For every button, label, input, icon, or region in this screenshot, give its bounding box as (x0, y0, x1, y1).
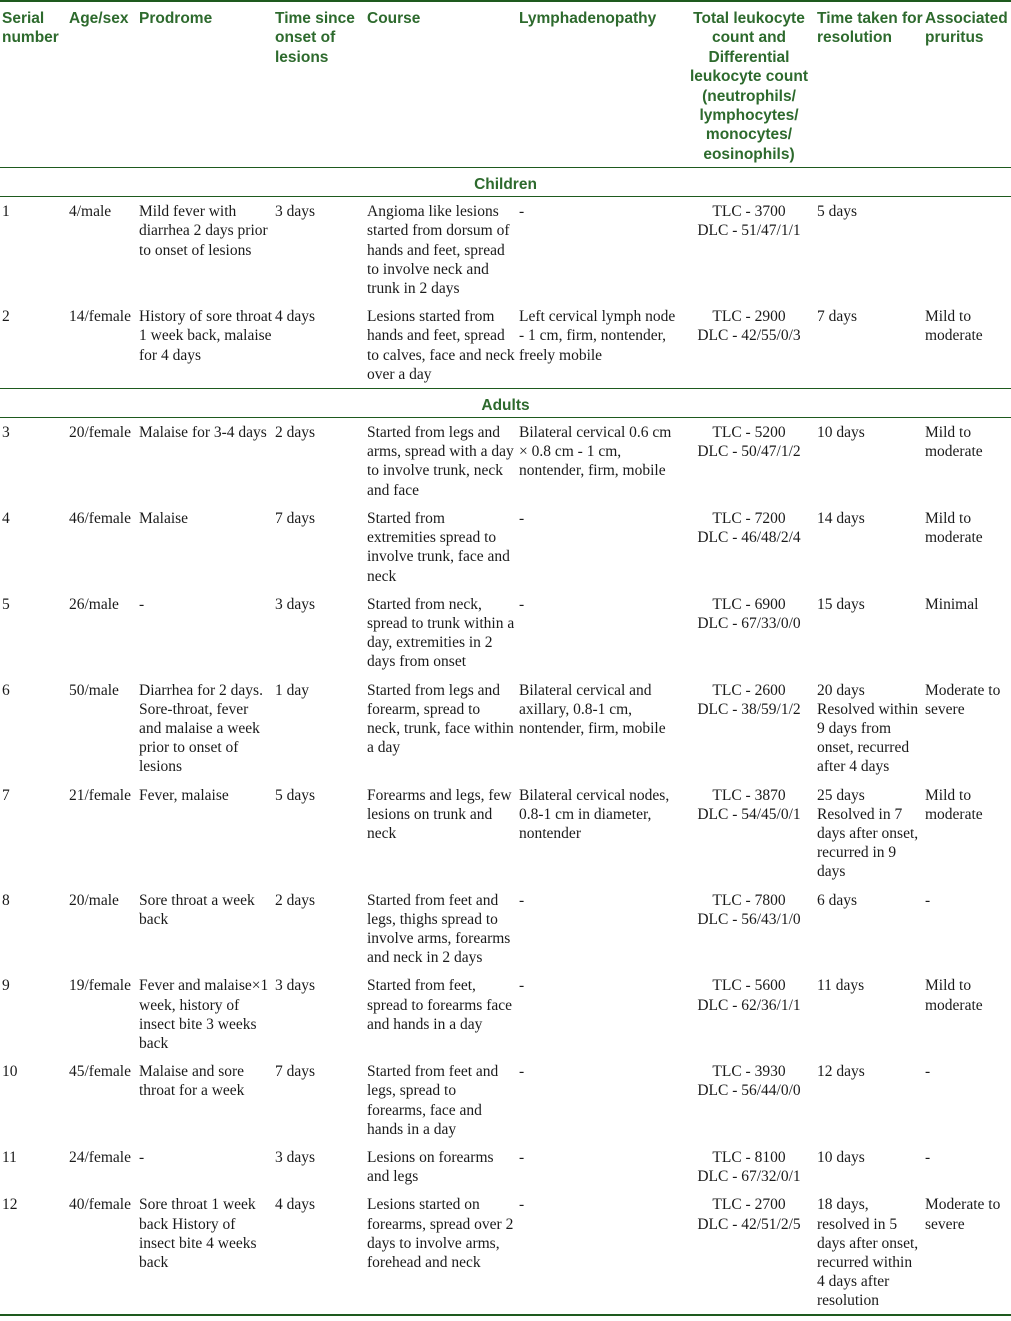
cell-dlc: DLC - 67/33/0/0 (697, 614, 801, 632)
table-body (0, 168, 1011, 1315)
cell-onset: 1 day (275, 681, 310, 699)
cell-leukocyte (683, 1057, 815, 1143)
header-time-to-resolution: Time taken for resolution (817, 10, 923, 47)
cell-tlc: TLC - 3930 (712, 1063, 786, 1081)
cell-resolution: 20 days Resolved within 9 days from onset, recurred after 4 days (817, 681, 919, 776)
cell-pruritus: Mild to moderate (925, 424, 983, 461)
cell-serial: 8 (2, 891, 10, 909)
cell-serial: 10 (2, 1063, 18, 1081)
cell-dlc: DLC - 67/32/0/1 (697, 1168, 801, 1186)
cell-course: Started from legs and arms, spread with a day to involve trunk, neck and face (367, 424, 514, 499)
cell-serial: 6 (2, 681, 10, 699)
cell-course: Forearms and legs, few lesions on trunk and neck (367, 786, 512, 842)
section-adults-row (0, 389, 1011, 418)
header-age-sex: Age/sex (69, 10, 129, 27)
cell-course: Angioma like lesions started from dorsum of hands and feet, spread to involve neck and trunk in 2 days (367, 203, 510, 298)
cell-prodrome: - (139, 595, 145, 613)
cell-prodrome: Malaise and sore throat for a week (139, 1063, 245, 1100)
cell-onset: 7 days (275, 509, 316, 527)
cell-serial: 11 (2, 1148, 17, 1166)
header-leukocyte-count: Total leukocyte count and Differential leukocyte count (neutrophils/ lymphocytes/ monocytes/ eosinophils) (690, 10, 808, 163)
cell-prodrome: Fever and malaise×1 week, history of insect bite 3 weeks back (139, 977, 269, 1052)
cell-lymphadenopathy: Bilateral cervical and axillary, 0.8-1 cm, nontender, firm, mobile (519, 681, 666, 737)
cell-lymphadenopathy: - (519, 977, 525, 995)
cell-resolution: 18 days, resolved in 5 days after onset, recurred within 4 days after resolution (815, 1190, 923, 1314)
cell-prodrome: Mild fever with diarrhea 2 days prior to onset of lesions (139, 203, 268, 259)
cell-lymphadenopathy: - (519, 203, 525, 221)
cell-serial: 12 (0, 1190, 67, 1314)
cell-serial: 4 (2, 509, 10, 527)
cell-pruritus: - (925, 1063, 931, 1081)
cell-onset: 2 days (275, 891, 316, 909)
section-children-row (0, 168, 1011, 197)
cell-tlc: TLC - 6900 (712, 595, 786, 613)
cell-age-sex: 20/male (69, 891, 119, 909)
cell-resolution: 12 days (817, 1063, 865, 1081)
cell-leukocyte (683, 971, 815, 1057)
cell-pruritus: Mild to moderate (925, 509, 983, 547)
table-row (0, 1190, 1011, 1314)
cell-onset: 5 days (275, 786, 316, 804)
cell-dlc: DLC - 56/43/1/0 (697, 910, 801, 928)
cell-pruritus: Mild to moderate (925, 308, 983, 345)
cell-tlc: TLC - 3870 (712, 786, 786, 804)
cell-serial: 9 (2, 977, 10, 995)
cell-lymphadenopathy: - (517, 1190, 683, 1314)
cell-tlc: TLC - 8100 (712, 1148, 786, 1166)
cell-dlc: DLC - 38/59/1/2 (697, 700, 801, 718)
cell-resolution: 10 days (817, 424, 865, 442)
cell-onset: 4 days (275, 308, 316, 326)
cell-course: Started from feet, spread to forearms face and hands in a day (367, 977, 513, 1033)
cell-tlc: TLC - 5200 (712, 424, 786, 442)
cell-lymphadenopathy: - (519, 891, 525, 909)
cell-course: Started from legs and forearm, spread to neck, trunk, face within a day (367, 681, 514, 757)
cell-tlc: TLC - 7200 (712, 509, 786, 527)
cell-course: Lesions started from hands and feet, spread to calves, face and neck over a day (367, 308, 515, 383)
cell-pruritus: Mild to moderate (925, 786, 983, 823)
cell-course: Lesions started on forearms, spread over 2 days to involve arms, forehead and neck (365, 1190, 517, 1314)
cell-prodrome: Diarrhea for 2 days. Sore-throat, fever and malaise a week prior to onset of lesions (139, 681, 263, 776)
cell-pruritus: Minimal (925, 595, 979, 613)
cell-age-sex: 45/female (69, 1063, 131, 1081)
cell-course: Started from feet and legs, spread to forearms, face and hands in a day (367, 1063, 499, 1138)
table-row (0, 590, 1011, 676)
table-header-row (0, 1, 1011, 168)
cell-onset: 4 days (273, 1190, 365, 1314)
cell-serial: 1 (2, 203, 10, 221)
cell-age-sex: 46/female (69, 509, 131, 527)
cell-resolution: 25 days Resolved in 7 days after onset, recurred in 9 days (817, 786, 919, 881)
cell-pruritus (923, 197, 1011, 303)
cell-resolution: 10 days (817, 1148, 865, 1166)
cell-serial: 5 (2, 595, 10, 613)
cell-tlc: TLC - 2900 (712, 308, 786, 326)
cell-dlc: DLC - 51/47/1/1 (697, 222, 801, 240)
section-children-label: Children (0, 168, 1011, 197)
cell-resolution: 7 days (817, 308, 858, 326)
cell-age-sex: 4/male (69, 203, 112, 221)
cell-course: Started from extremities spread to involve trunk, face and neck (367, 509, 510, 585)
cell-lymphadenopathy: - (519, 1063, 525, 1081)
cell-pruritus: Moderate to severe (925, 681, 1001, 718)
cell-pruritus: Mild to moderate (925, 977, 983, 1014)
cell-course: Started from feet and legs, thighs spread to involve arms, forearms and neck in 2 days (367, 891, 511, 967)
cell-dlc: DLC - 46/48/2/4 (697, 529, 801, 547)
cell-leukocyte (683, 504, 815, 590)
cell-prodrome: Sore throat a week back (139, 891, 255, 928)
cell-prodrome: Malaise (139, 509, 189, 527)
table-row (0, 1143, 1011, 1190)
cell-age-sex: 40/female (67, 1190, 137, 1314)
cell-onset: 3 days (275, 203, 316, 221)
cell-lymphadenopathy: - (519, 595, 525, 613)
cell-leukocyte (683, 302, 815, 388)
cell-resolution: 15 days (817, 595, 865, 613)
cell-tlc: TLC - 7800 (712, 891, 786, 909)
cell-course: Started from neck, spread to trunk within a day, extremities in 2 days from onset (367, 595, 515, 671)
table-row (0, 676, 1011, 781)
cell-lymphadenopathy: Bilateral cervical 0.6 cm × 0.8 cm - 1 cm, nontender, firm, mobile (519, 424, 672, 480)
cell-tlc: TLC - 3700 (712, 203, 786, 221)
cell-leukocyte (683, 418, 815, 504)
cell-pruritus: - (925, 891, 931, 909)
header-course: Course (367, 10, 421, 27)
table-row (0, 504, 1011, 590)
cell-age-sex: 26/male (69, 595, 119, 613)
cell-onset: 3 days (275, 595, 316, 613)
section-adults-label: Adults (0, 389, 1011, 418)
cell-prodrome: History of sore throat 1 week back, malaise for 4 days (139, 308, 273, 364)
cell-onset: 3 days (275, 977, 316, 995)
table-row (0, 1057, 1011, 1143)
cell-tlc: TLC - 5600 (712, 977, 786, 995)
cell-leukocyte (683, 886, 815, 972)
cell-prodrome: - (139, 1148, 145, 1166)
cell-dlc: DLC - 56/44/0/0 (697, 1082, 801, 1100)
cell-resolution: 5 days (817, 203, 858, 221)
table-row (0, 302, 1011, 388)
cell-dlc: DLC - 42/55/0/3 (697, 327, 801, 345)
cell-resolution: 6 days (817, 891, 858, 909)
header-prodrome: Prodrome (139, 10, 213, 27)
cell-prodrome: Fever, malaise (139, 786, 229, 804)
cell-lymphadenopathy: Bilateral cervical nodes, 0.8-1 cm in diameter, nontender (519, 786, 670, 842)
cell-dlc: DLC - 50/47/1/2 (697, 443, 801, 461)
cell-leukocyte (683, 590, 815, 676)
cell-prodrome: Sore throat 1 week back History of insect bite 4 weeks back (137, 1190, 273, 1314)
header-time-since-onset: Time since onset of lesions (275, 10, 355, 66)
table-row (0, 197, 1011, 303)
cell-dlc: DLC - 54/45/0/1 (697, 805, 801, 823)
cell-serial: 3 (2, 424, 10, 442)
cell-course: Lesions on forearms and legs (367, 1148, 494, 1186)
cell-age-sex: 14/female (69, 308, 131, 326)
cell-tlc: TLC - 2700 (712, 1196, 786, 1214)
cell-resolution: 11 days (817, 977, 865, 995)
table-row (0, 418, 1011, 504)
cell-tlc: TLC - 2600 (712, 681, 786, 699)
cell-leukocyte (683, 1143, 815, 1190)
header-serial-number: Serial number (2, 10, 59, 47)
cell-leukocyte (683, 1190, 815, 1314)
cell-prodrome: Malaise for 3-4 days (139, 424, 267, 442)
cell-age-sex: 20/female (69, 424, 131, 442)
cell-serial: 7 (2, 786, 10, 804)
header-lymphadenopathy: Lymphadenopathy (519, 10, 657, 27)
cell-onset: 3 days (275, 1148, 316, 1166)
cell-lymphadenopathy: Left cervical lymph node - 1 cm, firm, nontender, freely mobile (519, 308, 676, 364)
cell-age-sex: 21/female (69, 786, 131, 804)
cell-resolution: 14 days (817, 509, 865, 527)
cell-age-sex: 24/female (69, 1148, 131, 1166)
table-row (0, 781, 1011, 886)
cell-lymphadenopathy: - (519, 1148, 525, 1166)
header-associated-pruritus: Associated pruritus (925, 10, 1008, 47)
cell-age-sex: 19/female (69, 977, 131, 995)
cell-lymphadenopathy: - (519, 509, 525, 527)
cell-age-sex: 50/male (69, 681, 119, 699)
cell-pruritus: - (925, 1148, 931, 1166)
table-row (0, 971, 1011, 1057)
cell-dlc: DLC - 42/51/2/5 (697, 1215, 801, 1233)
table-row (0, 886, 1011, 972)
cell-serial: 2 (2, 308, 10, 326)
cell-dlc: DLC - 62/36/1/1 (697, 996, 801, 1014)
cell-leukocyte (683, 781, 815, 886)
cell-leukocyte (683, 676, 815, 781)
cell-pruritus: Moderate to severe (923, 1190, 1011, 1314)
cell-onset: 2 days (275, 424, 316, 442)
cell-onset: 7 days (275, 1063, 316, 1081)
cell-leukocyte (683, 197, 815, 303)
